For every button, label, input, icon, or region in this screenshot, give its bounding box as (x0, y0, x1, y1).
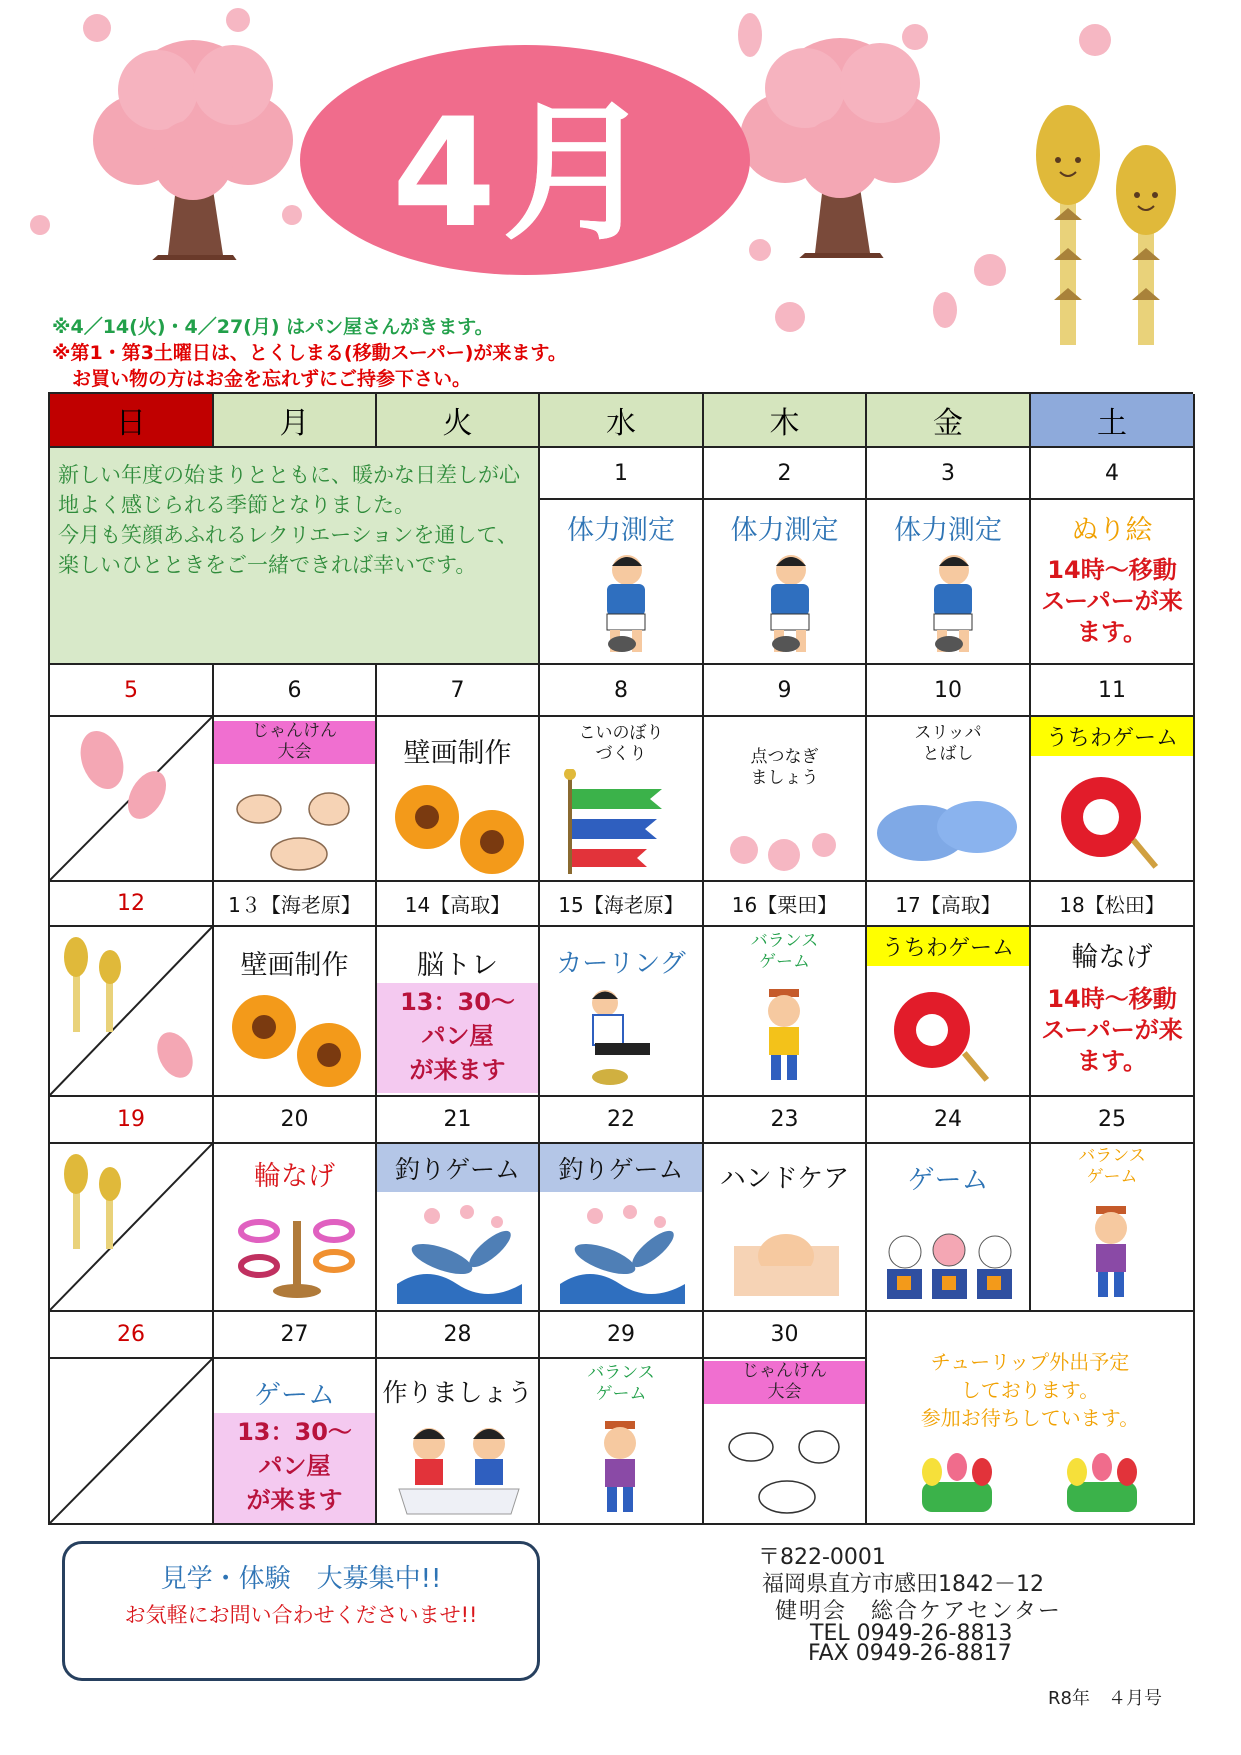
date-1: 1 (540, 448, 704, 500)
date-13: 1３【海老原】 (214, 882, 377, 927)
day-19-cell (50, 1144, 214, 1312)
day-3-cell (867, 500, 1031, 665)
weekday-sun: 日 (50, 394, 214, 448)
sakura-petal-icon (150, 1027, 200, 1082)
date-12: 12 (50, 882, 214, 927)
slippers-illustration (872, 785, 1022, 870)
day-21-cell (377, 1144, 540, 1312)
bakery-visit-band: 13：30～ パン屋 が来ます (377, 983, 538, 1093)
date-3: 3 (867, 448, 1031, 500)
activity-label: 体力測定 (894, 515, 1002, 546)
uchiwa-fan-illustration (1051, 772, 1171, 877)
day-13-cell (214, 927, 377, 1097)
ring-toss-illustration (229, 1206, 364, 1301)
day-30-cell (704, 1359, 867, 1525)
day-26-cell (50, 1359, 214, 1525)
day-15-cell (540, 927, 704, 1097)
day-18-cell (1031, 927, 1195, 1097)
children-crafting-illustration (389, 1419, 529, 1519)
calendar-grid (48, 392, 1193, 1525)
date-29: 29 (540, 1312, 704, 1359)
intro-message: 新しい年度の始まりとともに、暖かな日差しが心地よく感じられる季節となりました。 今月も笑顔あふれるレクリエーションを通して、楽しいひとときをご一緒できれば幸いです。 (50, 448, 538, 663)
date-24: 24 (867, 1097, 1031, 1144)
day-11-cell (1031, 717, 1195, 882)
activity-label: スリッパ とばし (914, 723, 982, 765)
fitness-test-boy-illustration (582, 552, 662, 657)
notice-mobile-supermarket: ※第1・第3土曜日は、とくしまる(移動スーパー)が来ます。 (52, 342, 567, 364)
mobile-supermarket-note: 14時～移動スーパーが来ます。 (1041, 985, 1183, 1075)
day-6-cell (214, 717, 377, 882)
day-12-cell (50, 927, 214, 1097)
date-23: 23 (704, 1097, 867, 1144)
activity-label: バランス ゲーム (587, 1363, 655, 1405)
gerbera-flower-illustration (224, 987, 369, 1092)
date-9: 9 (704, 665, 867, 717)
date-28: 28 (377, 1312, 540, 1359)
date-7: 7 (377, 665, 540, 717)
activity-label: こいのぼり づくり (578, 723, 664, 765)
activity-label: 輪なげ (1071, 942, 1153, 973)
mobile-supermarket-note: 14時～移動スーパーが来ます。 (1041, 556, 1183, 646)
date-4: 4 (1031, 448, 1195, 500)
activity-label: ゲーム (907, 1165, 989, 1196)
date-16: 16【栗田】 (704, 882, 867, 927)
date-6: 6 (214, 665, 377, 717)
activity-label: じゃんけん 大会 (214, 721, 375, 764)
hand-care-illustration (729, 1206, 844, 1301)
day-7-cell (377, 717, 540, 882)
date-10: 10 (867, 665, 1031, 717)
game-characters-illustration (877, 1214, 1022, 1304)
weekday-mon: 月 (214, 394, 377, 448)
weekday-thu: 木 (704, 394, 867, 448)
activity-label: 作りましょう (382, 1378, 533, 1407)
activity-label: うちわゲーム (867, 927, 1029, 966)
day-27-cell (214, 1359, 377, 1525)
recruitment-box (62, 1541, 540, 1681)
day-8-cell (540, 717, 704, 882)
activity-label: 釣りゲーム (377, 1144, 538, 1192)
postal-code: 〒822-0001 (758, 1545, 886, 1570)
curling-player-illustration (565, 985, 680, 1090)
tulips-illustration (902, 1452, 1162, 1517)
date-15: 15【海老原】 (540, 882, 704, 927)
date-17: 17【高取】 (867, 882, 1031, 927)
date-20: 20 (214, 1097, 377, 1144)
day-5-cell (50, 717, 214, 882)
activity-label: バランス ゲーム (750, 931, 819, 973)
closed-day-slash (50, 1359, 212, 1523)
date-22: 22 (540, 1097, 704, 1144)
balancing-boy-illustration (739, 985, 829, 1090)
recruitment-title: 見学・体験 大募集中!! (160, 1564, 442, 1594)
activity-label: 壁画制作 (403, 738, 512, 769)
day-25-cell (1031, 1144, 1195, 1312)
weekday-fri: 金 (867, 394, 1031, 448)
weekday-tue: 火 (377, 394, 540, 448)
address: 福岡県直方市感田1842－12 (762, 1572, 1044, 1597)
day-22-cell (540, 1144, 704, 1312)
fitness-test-boy-illustration (746, 552, 826, 657)
day-23-cell (704, 1144, 867, 1312)
bakery-visit-band: 13：30～ パン屋 が来ます (214, 1413, 375, 1523)
organization-name: 健明会 総合ケアセンター (775, 1599, 1062, 1624)
month-title: 4月 (391, 87, 659, 261)
tulip-outing-note: チューリップ外出予定 しております。 参加お待ちしています。 (920, 1350, 1140, 1430)
day-28-cell (377, 1359, 540, 1525)
day-1-cell (540, 500, 704, 665)
tsukushi-icon (58, 1152, 128, 1252)
date-2: 2 (704, 448, 867, 500)
activity-label: ハンドケア (719, 1164, 850, 1194)
fishing-game-illustration (392, 1204, 527, 1304)
recruitment-subtitle: お気軽にお問い合わせくださいませ!! (124, 1603, 478, 1627)
day-14-cell (377, 927, 540, 1097)
date-19: 19 (50, 1097, 214, 1144)
sakura-flowers-illustration (724, 825, 849, 875)
phone-number: TEL 0949-26-8813 (810, 1621, 1013, 1646)
date-21: 21 (377, 1097, 540, 1144)
uchiwa-fan-illustration (887, 985, 1002, 1090)
activity-label: 脳トレ (417, 950, 498, 981)
day-2-cell (704, 500, 867, 665)
activity-label: 体力測定 (730, 515, 839, 546)
rock-paper-scissors-hands-illustration (719, 1419, 854, 1519)
activity-label: ぬり絵 (1071, 515, 1153, 546)
activity-label: じゃんけん 大会 (704, 1361, 865, 1404)
intro-message-cell (50, 448, 540, 665)
activity-label: 壁画制作 (240, 950, 349, 981)
date-8: 8 (540, 665, 704, 717)
day-20-cell (214, 1144, 377, 1312)
balancing-boy-illustration (1066, 1202, 1156, 1307)
date-26: 26 (50, 1312, 214, 1359)
fax-number: FAX 0949-26-8817 (808, 1641, 1012, 1666)
activity-label: 釣りゲーム (540, 1144, 702, 1192)
tulip-outing-cell (867, 1312, 1195, 1525)
tsukushi-icon (58, 935, 128, 1035)
activity-label: うちわゲーム (1031, 717, 1193, 756)
notice-bakery: ※4／14(火)・4／27(月) はパン屋さんがきます。 (52, 316, 494, 338)
date-5: 5 (50, 665, 214, 717)
day-24-cell (867, 1144, 1031, 1312)
day-4-cell (1031, 500, 1195, 665)
activity-label: 輪なげ (254, 1161, 335, 1192)
weekday-wed: 水 (540, 394, 704, 448)
day-16-cell (704, 927, 867, 1097)
activity-label: 体力測定 (567, 515, 675, 546)
day-17-cell (867, 927, 1031, 1097)
day-29-cell (540, 1359, 704, 1525)
activity-label: 点つなぎ ましょう (750, 747, 819, 789)
date-11: 11 (1031, 665, 1195, 717)
koinobori-carp-streamer-illustration (560, 769, 680, 877)
rock-paper-scissors-hands-illustration (229, 779, 364, 874)
date-30: 30 (704, 1312, 867, 1359)
activity-label: カーリング (556, 949, 686, 979)
balancing-boy-illustration (575, 1417, 665, 1522)
notice-bring-money: お買い物の方はお金を忘れずにご持参下さい。 (72, 368, 472, 390)
gerbera-flower-illustration (387, 777, 532, 877)
date-14: 14【高取】 (377, 882, 540, 927)
issue-label: R8年 ４月号 (1048, 1688, 1162, 1709)
day-10-cell (867, 717, 1031, 882)
weekday-sat: 土 (1031, 394, 1195, 448)
activity-label: バランス ゲーム (1078, 1146, 1146, 1188)
sakura-petal-icon (62, 725, 172, 825)
date-25: 25 (1031, 1097, 1195, 1144)
activity-label: ゲーム (254, 1380, 335, 1411)
fishing-game-illustration (555, 1204, 690, 1304)
date-27: 27 (214, 1312, 377, 1359)
fitness-test-boy-illustration (909, 552, 989, 657)
day-9-cell (704, 717, 867, 882)
date-18: 18【松田】 (1031, 882, 1195, 927)
